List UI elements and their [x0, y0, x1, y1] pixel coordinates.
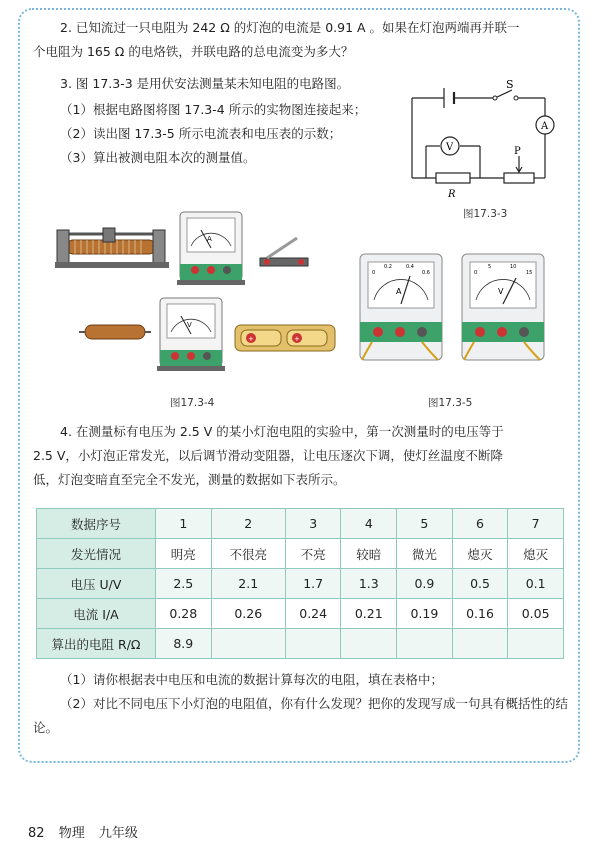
ammeter-reading [360, 254, 442, 360]
voltmeter-device [157, 298, 225, 371]
ammeter-tick-0: 0 [372, 270, 376, 276]
circuit-diagram [400, 76, 570, 206]
svg-text:+: + [248, 335, 254, 343]
table-cell: 3 [285, 509, 341, 539]
table-cell: 明亮 [156, 539, 212, 569]
table-cell [211, 629, 285, 659]
table-cell: 8.9 [156, 629, 212, 659]
table-cell [508, 629, 564, 659]
ammeter-device [177, 212, 245, 285]
q3-title: 3. 图 17.3-3 是用伏安法测量某未知电阻的电路图。 [60, 76, 350, 91]
table-cell: 1 [156, 509, 212, 539]
table-cell [452, 629, 508, 659]
measurement-table [36, 508, 564, 659]
resistor-symbol [436, 173, 470, 183]
switch-lever [495, 90, 512, 98]
q4-line3: 低，灯泡变暗直至完全不发光，测量的数据如下表所示。 [33, 472, 346, 487]
table-cell [341, 629, 397, 659]
table-cell: 不很亮 [211, 539, 285, 569]
q3-item-2: （2）读出图 17.3-5 所示电流表和电压表的示数； [60, 126, 342, 141]
page-number: 82 [28, 826, 45, 841]
table-cell: 微光 [397, 539, 453, 569]
table-cell: 7 [508, 509, 564, 539]
table-cell: 0.19 [397, 599, 453, 629]
resistor-label: R [448, 189, 456, 200]
q4-line1: 4. 在测量标有电压为 2.5 V 的某小灯泡电阻的实验中，第一次测量时的电压等于 [60, 424, 504, 439]
table-cell: 2 [211, 509, 285, 539]
table-cell: 0.05 [508, 599, 564, 629]
footer-grade: 九年级 [98, 826, 138, 841]
ammeter-letter: A [207, 235, 212, 243]
table-cell [285, 629, 341, 659]
table-cell: 较暗 [341, 539, 397, 569]
table-cell: 熄灭 [508, 539, 564, 569]
table-cell: 2.1 [211, 569, 285, 599]
ammeter-label: A [541, 121, 549, 132]
table-cell: 0.21 [341, 599, 397, 629]
battery-box [235, 325, 335, 351]
meter-readings-figure [358, 252, 548, 364]
table-row-glow [37, 539, 564, 569]
table-cell [397, 629, 453, 659]
caption-fig-17-3-5: 图17.3-5 [428, 397, 473, 409]
voltmeter-reading [462, 254, 544, 360]
knife-switch [260, 238, 308, 266]
voltmeter-letter: V [187, 321, 192, 329]
resistance-wire [79, 325, 151, 339]
row-label: 电压 U/V [37, 569, 156, 599]
table-cell: 熄灭 [452, 539, 508, 569]
table-cell: 5 [397, 509, 453, 539]
ammeter-tick-3: 0.6 [422, 270, 430, 276]
footer-subject: 物理 [58, 826, 85, 841]
row-label: 电流 I/A [37, 599, 156, 629]
ammeter-face-letter: A [396, 287, 402, 296]
voltmeter-face-letter: V [498, 287, 504, 296]
page-footer [28, 822, 148, 841]
ammeter-tick-1: 0.2 [384, 264, 392, 270]
voltmeter-tick-0: 0 [474, 270, 478, 276]
voltmeter-label: V [446, 142, 454, 153]
voltmeter-tick-2: 10 [510, 264, 517, 270]
row-label: 数据序号 [37, 509, 156, 539]
after-item-2: （2）对比不同电压下小灯泡的电阻值，你有什么发现？把你的发现写成一句具有概括性的结论。 [33, 696, 568, 735]
voltmeter-tick-1: 5 [488, 264, 492, 270]
q3-item-1: （1）根据电路图将图 17.3-4 所示的实物图连接起来； [60, 102, 367, 117]
table-cell: 2.5 [156, 569, 212, 599]
table-cell: 1.7 [285, 569, 341, 599]
switch-label: S [506, 78, 514, 91]
table-cell: 0.26 [211, 599, 285, 629]
table-cell: 0.16 [452, 599, 508, 629]
table-row-current [37, 599, 564, 629]
table-row-voltage [37, 569, 564, 599]
slider-label: P [514, 146, 521, 157]
table-cell: 4 [341, 509, 397, 539]
sliding-rheostat [55, 228, 169, 268]
apparatus-figure-left [55, 210, 345, 385]
table-cell: 0.5 [452, 569, 508, 599]
caption-fig-17-3-4: 图17.3-4 [170, 397, 215, 409]
q3-item-3: （3）算出被测电阻本次的测量值。 [60, 150, 256, 165]
table-row-number [37, 509, 564, 539]
q2-line1: 2. 已知流过一只电阻为 242 Ω 的灯泡的电流是 0.91 A 。如果在灯泡两端再并联一 [60, 20, 520, 35]
table-cell: 0.24 [285, 599, 341, 629]
after-item-1: （1）请你根据表中电压和电流的数据计算每次的电阻，填在表格中； [60, 672, 443, 687]
table-cell: 0.9 [397, 569, 453, 599]
ammeter-tick-2: 0.4 [406, 264, 414, 270]
svg-text:+: + [294, 335, 300, 343]
row-label: 算出的电阻 R/Ω [37, 629, 156, 659]
q2-line2: 个电阻为 165 Ω 的电烙铁，并联电路的总电流变为多大？ [33, 44, 354, 59]
table-cell: 0.28 [156, 599, 212, 629]
table-cell: 1.3 [341, 569, 397, 599]
table-cell: 不亮 [285, 539, 341, 569]
q4-line2: 2.5 V，小灯泡正常发光，以后调节滑动变阻器，让电压逐次下调，使灯丝温度不断降 [33, 448, 503, 463]
voltmeter-tick-3: 15 [526, 270, 533, 276]
row-label: 发光情况 [37, 539, 156, 569]
rheostat-symbol [504, 173, 534, 183]
table-cell: 6 [452, 509, 508, 539]
table-row-resistance [37, 629, 564, 659]
table-cell: 0.1 [508, 569, 564, 599]
caption-fig-17-3-3: 图17.3-3 [463, 208, 508, 220]
